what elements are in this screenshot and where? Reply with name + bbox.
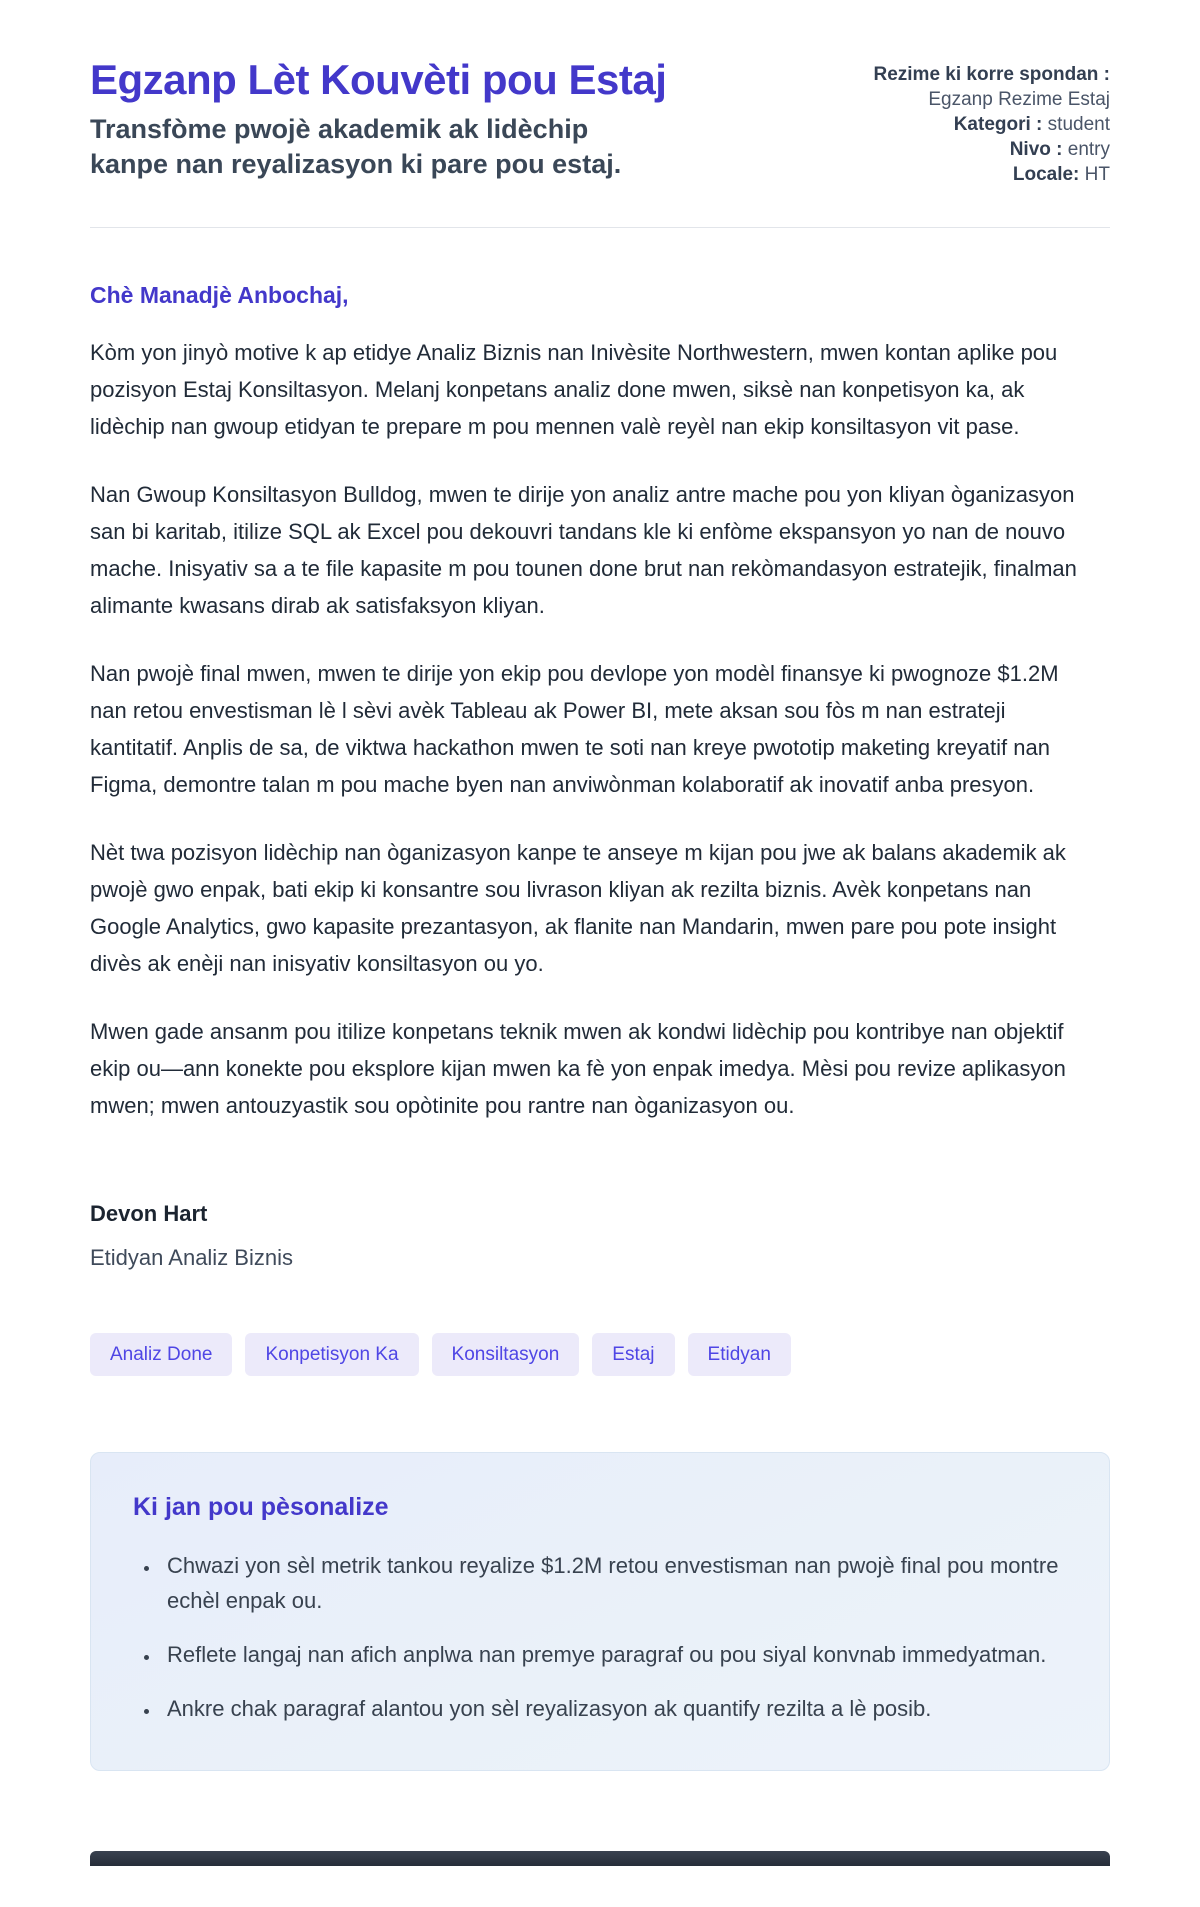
meta-level-row	[873, 137, 1110, 162]
meta-level-value: entry	[1067, 139, 1110, 161]
letter-paragraph: Nèt twa pozisyon lidèchip nan òganizasyon kanpe te anseye m kijan pou jwe ak balans akademik ak pwojè gwo enpak, bati ekip ki konsantre sou livrason kliyan ak rezilta biznis. Avèk konpetans nan Google Analytics, gwo kapasite prezantasyon, ak flanite nan Mandarin, mwen pare pou pote insight divès ak enèji nan inisyativ konsiltasyon ou yo.	[90, 839, 1066, 976]
meta-resume-value: Egzanp Rezime Estaj	[928, 89, 1110, 111]
next-section-top-edge	[90, 1851, 1110, 1866]
cover-letter-page	[90, 0, 1110, 1866]
tip-item: • Chwazi yon sèl metrik tankou reyalize $1.2M retou envestisman nan pwojè final pou montre echèl enpak ou.	[161, 1548, 1061, 1618]
tag-list	[90, 1333, 1110, 1376]
document-meta	[873, 58, 1110, 187]
tag-analiz-done[interactable]: Analiz Done	[90, 1333, 232, 1376]
meta-category-label: Kategori :	[953, 114, 1043, 136]
header-title-block	[90, 58, 666, 181]
page-title: Egzanp Lèt Kouvèti pou Estaj	[90, 56, 667, 103]
tips-title: Ki jan pou pèsonalize	[133, 1492, 389, 1521]
tips-list	[133, 1548, 1067, 1727]
letter-paragraph: Nan Gwoup Konsiltasyon Bulldog, mwen te dirije yon analiz antre mache pou yon kliyan òganizasyon san bi karitab, itilize SQL ak Excel pou dekouvri tandans kle ki enfòme ekspansyon yo nan de nouvo mache. Inisyativ sa a te file kapasite m pou tounen done brut nan rekòmandasyon estratejik, finalman alimante kwasans dirab ak satisfaksyon kliyan.	[90, 482, 1077, 619]
tag-etidyan[interactable]: Etidyan	[688, 1333, 791, 1376]
tag-konpetisyon-ka[interactable]: Konpetisyon Ka	[245, 1333, 418, 1376]
meta-category-value: student	[1047, 114, 1110, 136]
letter-paragraph: Kòm yon jinyò motive k ap etidye Analiz Biznis nan Inivèsite Northwestern, mwen kontan aplike pou pozisyon Estaj Konsiltasyon. Melanj konpetans analiz done mwen, siksè nan konpetisyon ka, ak lidèchip nan gwoup etidyan te prepare m pou mennen valè reyèl nan ekip konsiltasyon vit pase.	[90, 340, 1058, 440]
tag-konsiltasyon[interactable]: Konsiltasyon	[432, 1333, 580, 1376]
header-divider	[90, 227, 1110, 228]
letter-signature	[90, 1201, 1110, 1271]
signature-role: Etidyan Analiz Biznis	[90, 1244, 293, 1270]
page-header	[90, 58, 1110, 187]
tag-estaj[interactable]: Estaj	[592, 1333, 674, 1376]
tip-item: • Reflete langaj nan afich anplwa nan premye paragraf ou pou siyal konvnab immedyatman.	[161, 1637, 1061, 1672]
meta-category-row	[873, 112, 1110, 137]
letter-paragraph: Mwen gade ansanm pou itilize konpetans teknik mwen ak kondwi lidèchip pou kontribye nan objektif ekip ou—ann konekte pou eksplore kijan mwen ka fè yon enpak imedya. Mèsi pou revize aplikasyon mwen; mwen antouzyastik sou opòtinite pou rantre nan òganizasyon ou.	[90, 1018, 1066, 1118]
letter-paragraph: Nan pwojè final mwen, mwen te dirije yon ekip pou devlope yon modèl finansye ki pwognoze $1.2M nan retou envestisman lè l sèvi avèk Tableau ak Power BI, mete aksan sou fòs m nan estrateji kantitatif. Anplis de sa, de viktwa hackathon mwen te soti nan kreye pwototip maketing kreyatif nan Figma, demontre talan m pou mache byen nan anviwònman kolaboratif ak inovatif anba presyon.	[90, 661, 1059, 797]
meta-locale-row	[873, 162, 1110, 187]
meta-resume-row	[873, 62, 1110, 112]
meta-level-label: Nivo :	[1009, 139, 1063, 161]
meta-resume-label: Rezime ki korre spondan :	[873, 64, 1110, 85]
meta-locale-label: Locale:	[1012, 164, 1080, 186]
page-subtitle: Transfòme pwojè akademik ak lidèchip kanpe nan reyalizasyon ki pare pou estaj.	[90, 114, 622, 179]
letter-greeting: Chè Manadjè Anbochaj,	[90, 282, 349, 309]
personalization-tips-box	[90, 1452, 1110, 1772]
tip-item: • Ankre chak paragraf alantou yon sèl reyalizasyon ak quantify rezilta a lè posib.	[161, 1691, 1061, 1726]
letter-body	[90, 282, 1110, 1270]
meta-locale-value: HT	[1084, 164, 1110, 186]
signature-name: Devon Hart	[90, 1200, 208, 1226]
